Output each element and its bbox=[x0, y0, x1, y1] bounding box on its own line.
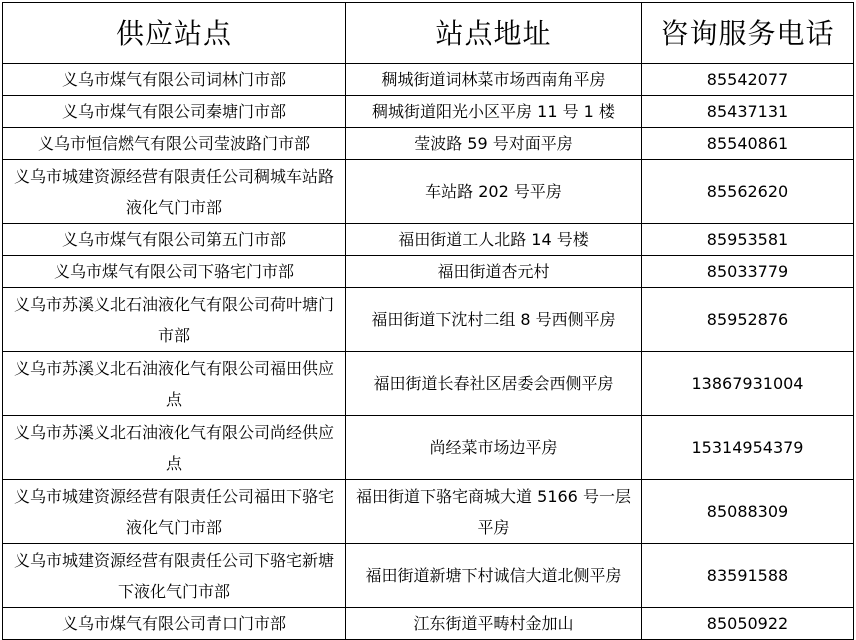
cell-phone: 85050922 bbox=[642, 608, 854, 640]
cell-address: 福田街道下骆宅商城大道 5166 号一层平房 bbox=[346, 480, 642, 544]
table-row bbox=[3, 416, 854, 480]
cell-site: 义乌市城建资源经营有限责任公司福田下骆宅液化气门市部 bbox=[3, 480, 346, 544]
cell-site: 义乌市城建资源经营有限责任公司下骆宅新塘下液化气门市部 bbox=[3, 544, 346, 608]
gas-station-table bbox=[2, 2, 854, 640]
cell-site: 义乌市苏溪义北石油液化气有限公司福田供应点 bbox=[3, 352, 346, 416]
cell-address: 车站路 202 号平房 bbox=[346, 160, 642, 224]
table-row bbox=[3, 128, 854, 160]
cell-phone: 85033779 bbox=[642, 256, 854, 288]
table-row bbox=[3, 480, 854, 544]
cell-site: 义乌市煤气有限公司第五门市部 bbox=[3, 224, 346, 256]
cell-phone: 83591588 bbox=[642, 544, 854, 608]
cell-address: 福田街道杏元村 bbox=[346, 256, 642, 288]
cell-site: 义乌市煤气有限公司词林门市部 bbox=[3, 64, 346, 96]
cell-site: 义乌市煤气有限公司下骆宅门市部 bbox=[3, 256, 346, 288]
cell-phone: 85542077 bbox=[642, 64, 854, 96]
cell-phone: 85952876 bbox=[642, 288, 854, 352]
cell-site: 义乌市城建资源经营有限责任公司稠城车站路液化气门市部 bbox=[3, 160, 346, 224]
table-row bbox=[3, 64, 854, 96]
cell-phone: 85540861 bbox=[642, 128, 854, 160]
header-phone: 咨询服务电话 bbox=[642, 3, 854, 64]
cell-address: 福田街道长春社区居委会西侧平房 bbox=[346, 352, 642, 416]
cell-address: 福田街道下沈村二组 8 号西侧平房 bbox=[346, 288, 642, 352]
cell-phone: 13867931004 bbox=[642, 352, 854, 416]
cell-phone: 15314954379 bbox=[642, 416, 854, 480]
cell-address: 福田街道工人北路 14 号楼 bbox=[346, 224, 642, 256]
table-row bbox=[3, 352, 854, 416]
header-site: 供应站点 bbox=[3, 3, 346, 64]
cell-phone: 85437131 bbox=[642, 96, 854, 128]
cell-address: 尚经菜市场边平房 bbox=[346, 416, 642, 480]
header-row bbox=[3, 3, 854, 64]
table-row bbox=[3, 256, 854, 288]
cell-phone: 85088309 bbox=[642, 480, 854, 544]
cell-phone: 85562620 bbox=[642, 160, 854, 224]
cell-site: 义乌市苏溪义北石油液化气有限公司尚经供应点 bbox=[3, 416, 346, 480]
table-row bbox=[3, 96, 854, 128]
cell-site: 义乌市煤气有限公司秦塘门市部 bbox=[3, 96, 346, 128]
table-row bbox=[3, 160, 854, 224]
cell-address: 福田街道新塘下村诚信大道北侧平房 bbox=[346, 544, 642, 608]
header-address: 站点地址 bbox=[346, 3, 642, 64]
cell-address: 莹波路 59 号对面平房 bbox=[346, 128, 642, 160]
table-row bbox=[3, 288, 854, 352]
cell-address: 稠城街道阳光小区平房 11 号 1 楼 bbox=[346, 96, 642, 128]
cell-address: 稠城街道词林菜市场西南角平房 bbox=[346, 64, 642, 96]
cell-phone: 85953581 bbox=[642, 224, 854, 256]
cell-site: 义乌市煤气有限公司青口门市部 bbox=[3, 608, 346, 640]
cell-site: 义乌市苏溪义北石油液化气有限公司荷叶塘门市部 bbox=[3, 288, 346, 352]
cell-address: 江东街道平畴村金加山 bbox=[346, 608, 642, 640]
table-row bbox=[3, 224, 854, 256]
table-row bbox=[3, 608, 854, 640]
table-row bbox=[3, 544, 854, 608]
cell-site: 义乌市恒信燃气有限公司莹波路门市部 bbox=[3, 128, 346, 160]
